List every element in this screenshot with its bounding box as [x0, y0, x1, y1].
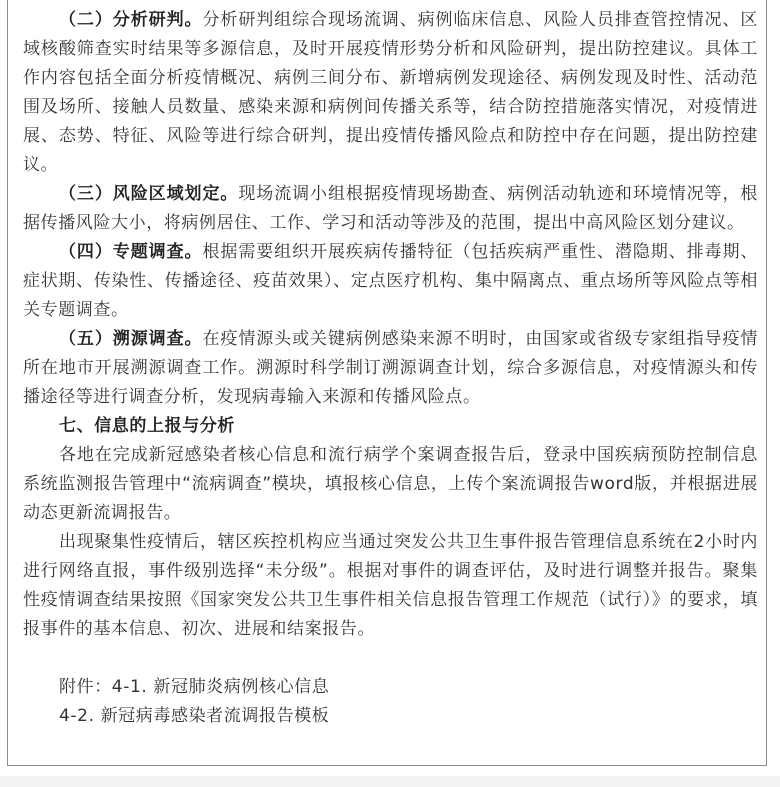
spacer — [23, 644, 758, 673]
attachment-line-1: 附件：4-1. 新冠肺炎病例核心信息 — [59, 677, 330, 697]
section7-title: 七、信息的上报与分析 — [59, 416, 235, 436]
section-tracing-text: 在疫情源头或关键病例感染来源不明时，由国家或省级专家组指导疫情所在地市开展溯源调查工作。溯源时科学制订溯源调查计划，综合多源信息，对疫情源头和传播途径等进行调查分析，发现病毒输入来源和传播风险点。 — [23, 329, 758, 407]
section7-paragraph: 出现聚集性疫情后，辖区疾控机构应当通过突发公共卫生事件报告管理信息系统在2小时内进行网络直报，事件级别选择“未分级”。根据对事件的调查评估，及时进行调整并报告。聚集性疫情调查结果按照《国家突发公共卫生事件相关信息报告管理工作规范（试行）》的要求，填报事件的基本信息、初次、进展和结案报告。 — [23, 532, 758, 639]
section7-paragraph: 各地在完成新冠感染者核心信息和流行病学个案调查报告后，登录中国疾病预防控制信息系统监测报告管理中“流病调查”模块，填报核心信息，上传个案流调报告word版，并根据进展动态更新流调报告。 — [23, 445, 758, 523]
section-risk-area-heading: （三）风险区域划定。 — [59, 184, 239, 204]
section-tracing-heading: （五）溯源调查。 — [59, 329, 203, 349]
section-analysis-text: 分析研判组综合现场流调、病例临床信息、风险人员排查管控情况、区域核酸筛查实时结果等多源信息，及时开展疫情形势分析和风险研判，提出防控建议。具体工作内容包括全面分析疫情概况、病例三间分布、新增病例发现途径、病例发现及时性、活动范围及场所、接触人员数量、感染来源和病例间传播关系等，结合防控措施落实情况，对疫情进展、态势、特征、风险等进行综合研判，提出疫情传播风险点和防控中存在问题，提出防控建议。 — [23, 10, 758, 175]
section-special-survey-text: 根据需要组织开展疾病传播特征（包括疾病严重性、潜隐期、排毒期、症状期、传染性、传播途径、疫苗效果）、定点医疗机构、集中隔离点、重点场所等风险点等相关专题调查。 — [23, 242, 758, 320]
bottom-bar — [0, 776, 780, 787]
attachment-line-2: 4-2. 新冠病毒感染者流调报告模板 — [59, 706, 330, 726]
section-tracing — [23, 325, 758, 412]
section-analysis — [23, 6, 758, 180]
section-special-survey — [23, 238, 758, 325]
section-special-survey-heading: （四）专题调查。 — [59, 242, 203, 262]
section-risk-area — [23, 180, 758, 238]
section-analysis-heading: （二）分析研判。 — [59, 10, 203, 30]
document-body — [23, 6, 758, 731]
section-risk-area-text: 现场流调小组根据疫情现场勘查、病例活动轨迹和环境情况等，根据传播风险大小，将病例居住、工作、学习和活动等涉及的范围，提出中高风险区划分建议。 — [23, 184, 759, 233]
